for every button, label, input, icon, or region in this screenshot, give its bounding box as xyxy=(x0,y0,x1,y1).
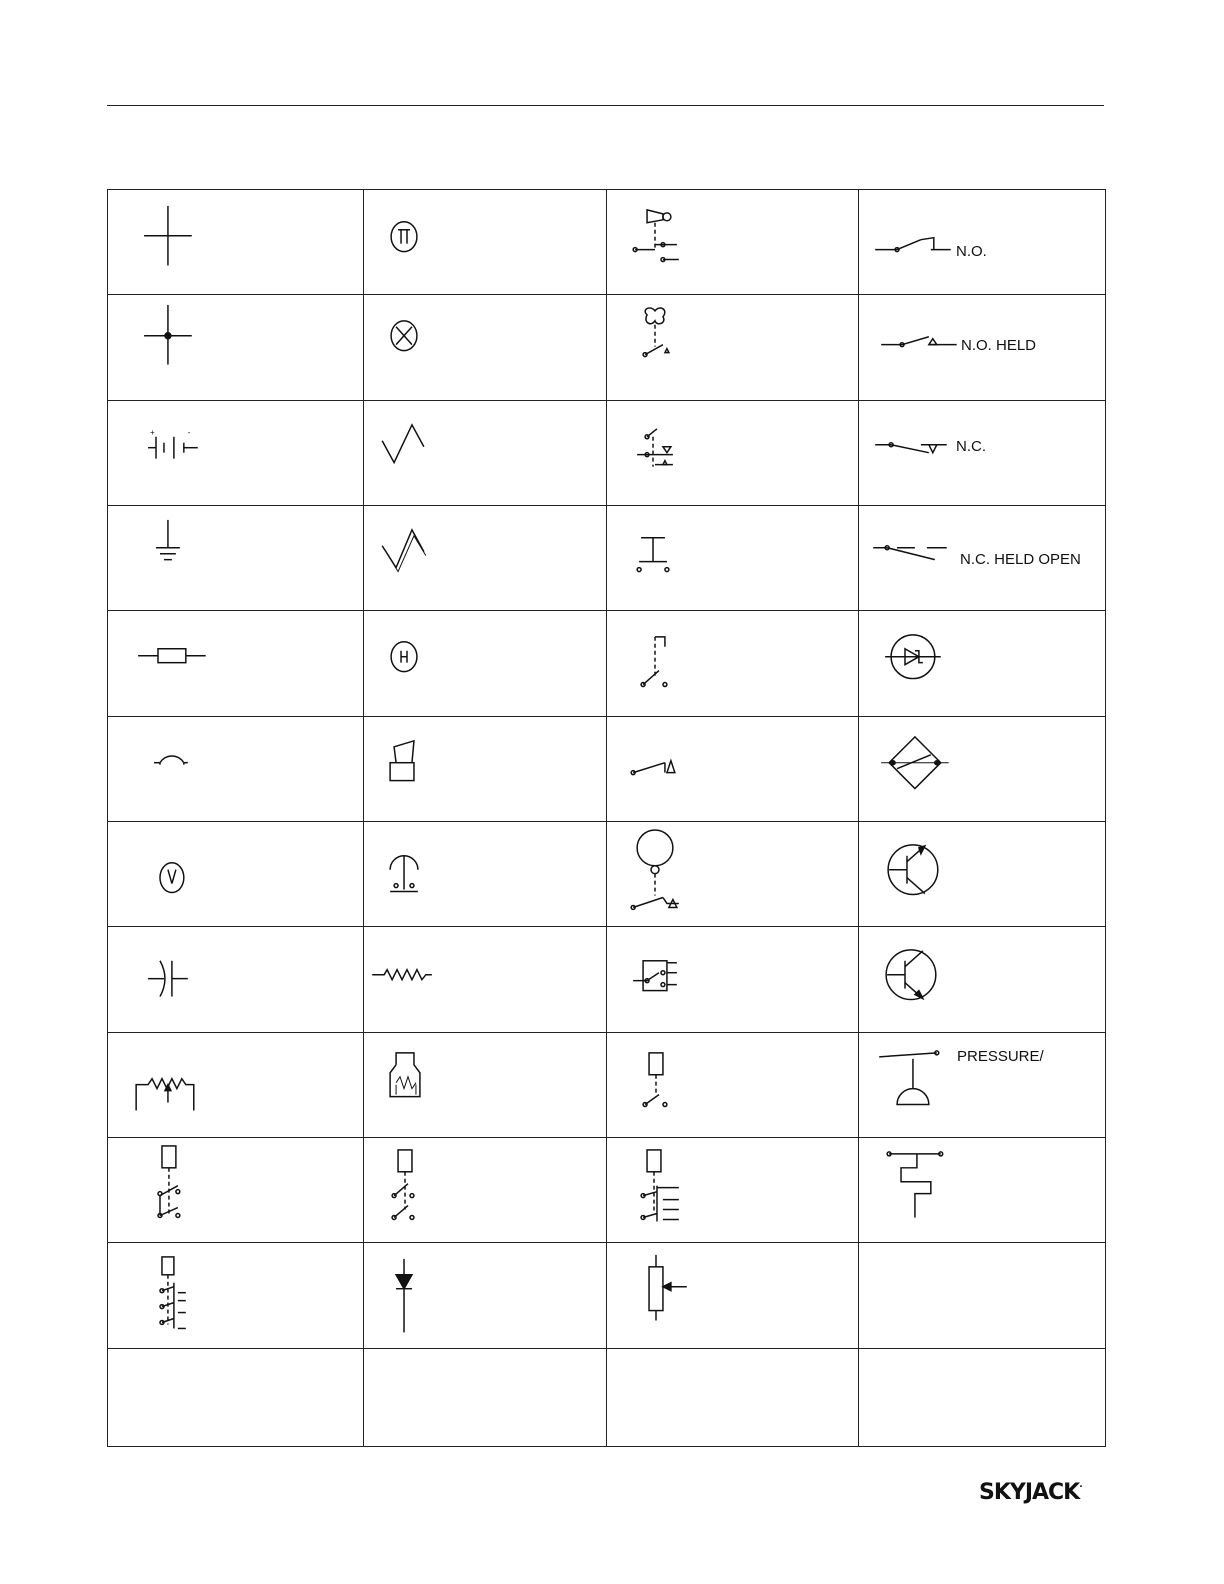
empty-cell xyxy=(859,1243,1106,1348)
horn-switch-icon xyxy=(607,190,858,294)
float-switch-cell xyxy=(607,821,859,926)
horn-cell xyxy=(364,190,607,295)
hourmeter-cell xyxy=(364,611,607,716)
relay-3pole-cell xyxy=(108,1243,364,1348)
relay-multi-contact-icon xyxy=(607,1138,858,1242)
lamp-icon xyxy=(364,295,606,399)
circuit-breaker-cell xyxy=(108,716,364,821)
switch-nc-cell xyxy=(859,400,1106,505)
label-n-c-held-open: N.C. HELD OPEN xyxy=(960,550,1081,568)
switch-no-held-cell xyxy=(859,295,1106,400)
foot-switch-icon xyxy=(607,295,858,399)
npn-transistor-cell xyxy=(859,927,1106,1032)
label-n-o: N.O. xyxy=(956,243,987,260)
voltmeter-icon xyxy=(108,822,363,926)
toggle-switch-icon xyxy=(607,717,858,821)
diode-cell xyxy=(364,1243,607,1348)
electrical-symbols-table xyxy=(107,189,1106,1447)
horn-icon xyxy=(364,190,606,294)
battery-icon xyxy=(108,401,363,505)
empty-cell xyxy=(108,1348,364,1446)
lamp-cell xyxy=(364,295,607,400)
label-n-o-held: N.O. HELD xyxy=(961,337,1037,355)
logo-mark: . xyxy=(1079,1480,1082,1490)
tilt-alarm-icon xyxy=(364,717,606,821)
label-n-c: N.C. xyxy=(956,437,986,455)
capacitor-cell xyxy=(108,927,364,1032)
fuse-icon xyxy=(108,611,363,715)
mushroom-pushbutton-icon xyxy=(607,611,858,715)
battery-cell xyxy=(108,400,364,505)
svg-text:-: - xyxy=(187,427,191,437)
empty-cell xyxy=(859,1348,1106,1446)
potentiometer-cell xyxy=(108,1032,364,1137)
thermal-element-cell xyxy=(364,400,607,505)
fuse-cell xyxy=(108,611,364,716)
key-switch-icon xyxy=(607,927,858,1031)
ground-cell xyxy=(108,505,364,610)
relay-multi-contact-cell xyxy=(607,1137,859,1242)
bridge-rectifier-cell xyxy=(859,716,1106,821)
svg-text:+: + xyxy=(150,427,155,437)
switch-nc-held-open-cell xyxy=(859,505,1106,610)
buzzer-icon xyxy=(364,822,606,926)
empty-cell xyxy=(364,1348,607,1446)
pnp-transistor-icon xyxy=(859,822,1105,926)
wire-crossing-cell xyxy=(108,190,364,295)
mushroom-pushbutton-cell xyxy=(607,611,859,716)
bridge-rectifier-icon xyxy=(859,717,1105,821)
foot-switch-cell xyxy=(607,295,859,400)
thermal-element-icon xyxy=(364,401,606,505)
pnp-transistor-cell xyxy=(859,821,1106,926)
rheostat-icon xyxy=(607,1243,858,1347)
pushbutton-cell xyxy=(607,505,859,610)
rheostat-cell xyxy=(607,1243,859,1348)
heater-element-icon xyxy=(364,506,606,610)
capacitor-icon xyxy=(108,927,363,1031)
relay-dpdt-cell xyxy=(108,1137,364,1242)
wire-junction-cell xyxy=(108,295,364,400)
glow-plug-icon xyxy=(364,1033,606,1137)
logo-text: SKYJACK xyxy=(979,1480,1080,1505)
zener-diode-cell xyxy=(859,611,1106,716)
temperature-switch-cell xyxy=(859,1137,1106,1242)
relay-2no-icon xyxy=(364,1138,606,1242)
empty-cell xyxy=(607,1348,859,1446)
resistor-icon xyxy=(364,927,606,1031)
heater-element-cell xyxy=(364,505,607,610)
pushbutton-icon xyxy=(607,506,858,610)
glow-plug-cell xyxy=(364,1032,607,1137)
hourmeter-icon xyxy=(364,611,606,715)
skyjack-logo xyxy=(979,1480,1082,1505)
float-switch-icon xyxy=(607,822,858,926)
circuit-breaker-icon xyxy=(108,717,363,821)
relay-no-icon xyxy=(607,1033,858,1137)
label-pressure: PRESSURE/ xyxy=(957,1047,1044,1065)
zener-diode-icon xyxy=(859,611,1105,715)
diode-icon xyxy=(364,1243,606,1347)
key-switch-cell xyxy=(607,927,859,1032)
limit-switch-icon xyxy=(607,401,858,505)
toggle-switch-cell xyxy=(607,716,859,821)
voltmeter-cell xyxy=(108,821,364,926)
potentiometer-icon xyxy=(108,1033,363,1137)
pressure-switch-cell xyxy=(859,1032,1106,1137)
npn-transistor-icon xyxy=(859,927,1105,1031)
temperature-switch-icon xyxy=(859,1138,1105,1242)
horn-switch-cell xyxy=(607,190,859,295)
wire-junction-icon xyxy=(108,295,363,399)
tilt-alarm-cell xyxy=(364,716,607,821)
switch-no-cell xyxy=(859,190,1106,295)
relay-dpdt-icon xyxy=(108,1138,363,1242)
relay-no-cell xyxy=(607,1032,859,1137)
top-rule xyxy=(107,105,1104,106)
ground-icon xyxy=(108,506,363,610)
buzzer-cell xyxy=(364,821,607,926)
relay-3pole-icon xyxy=(108,1243,363,1347)
resistor-cell xyxy=(364,927,607,1032)
limit-switch-cell xyxy=(607,400,859,505)
wire-crossing-icon xyxy=(108,190,363,294)
relay-2no-cell xyxy=(364,1137,607,1242)
